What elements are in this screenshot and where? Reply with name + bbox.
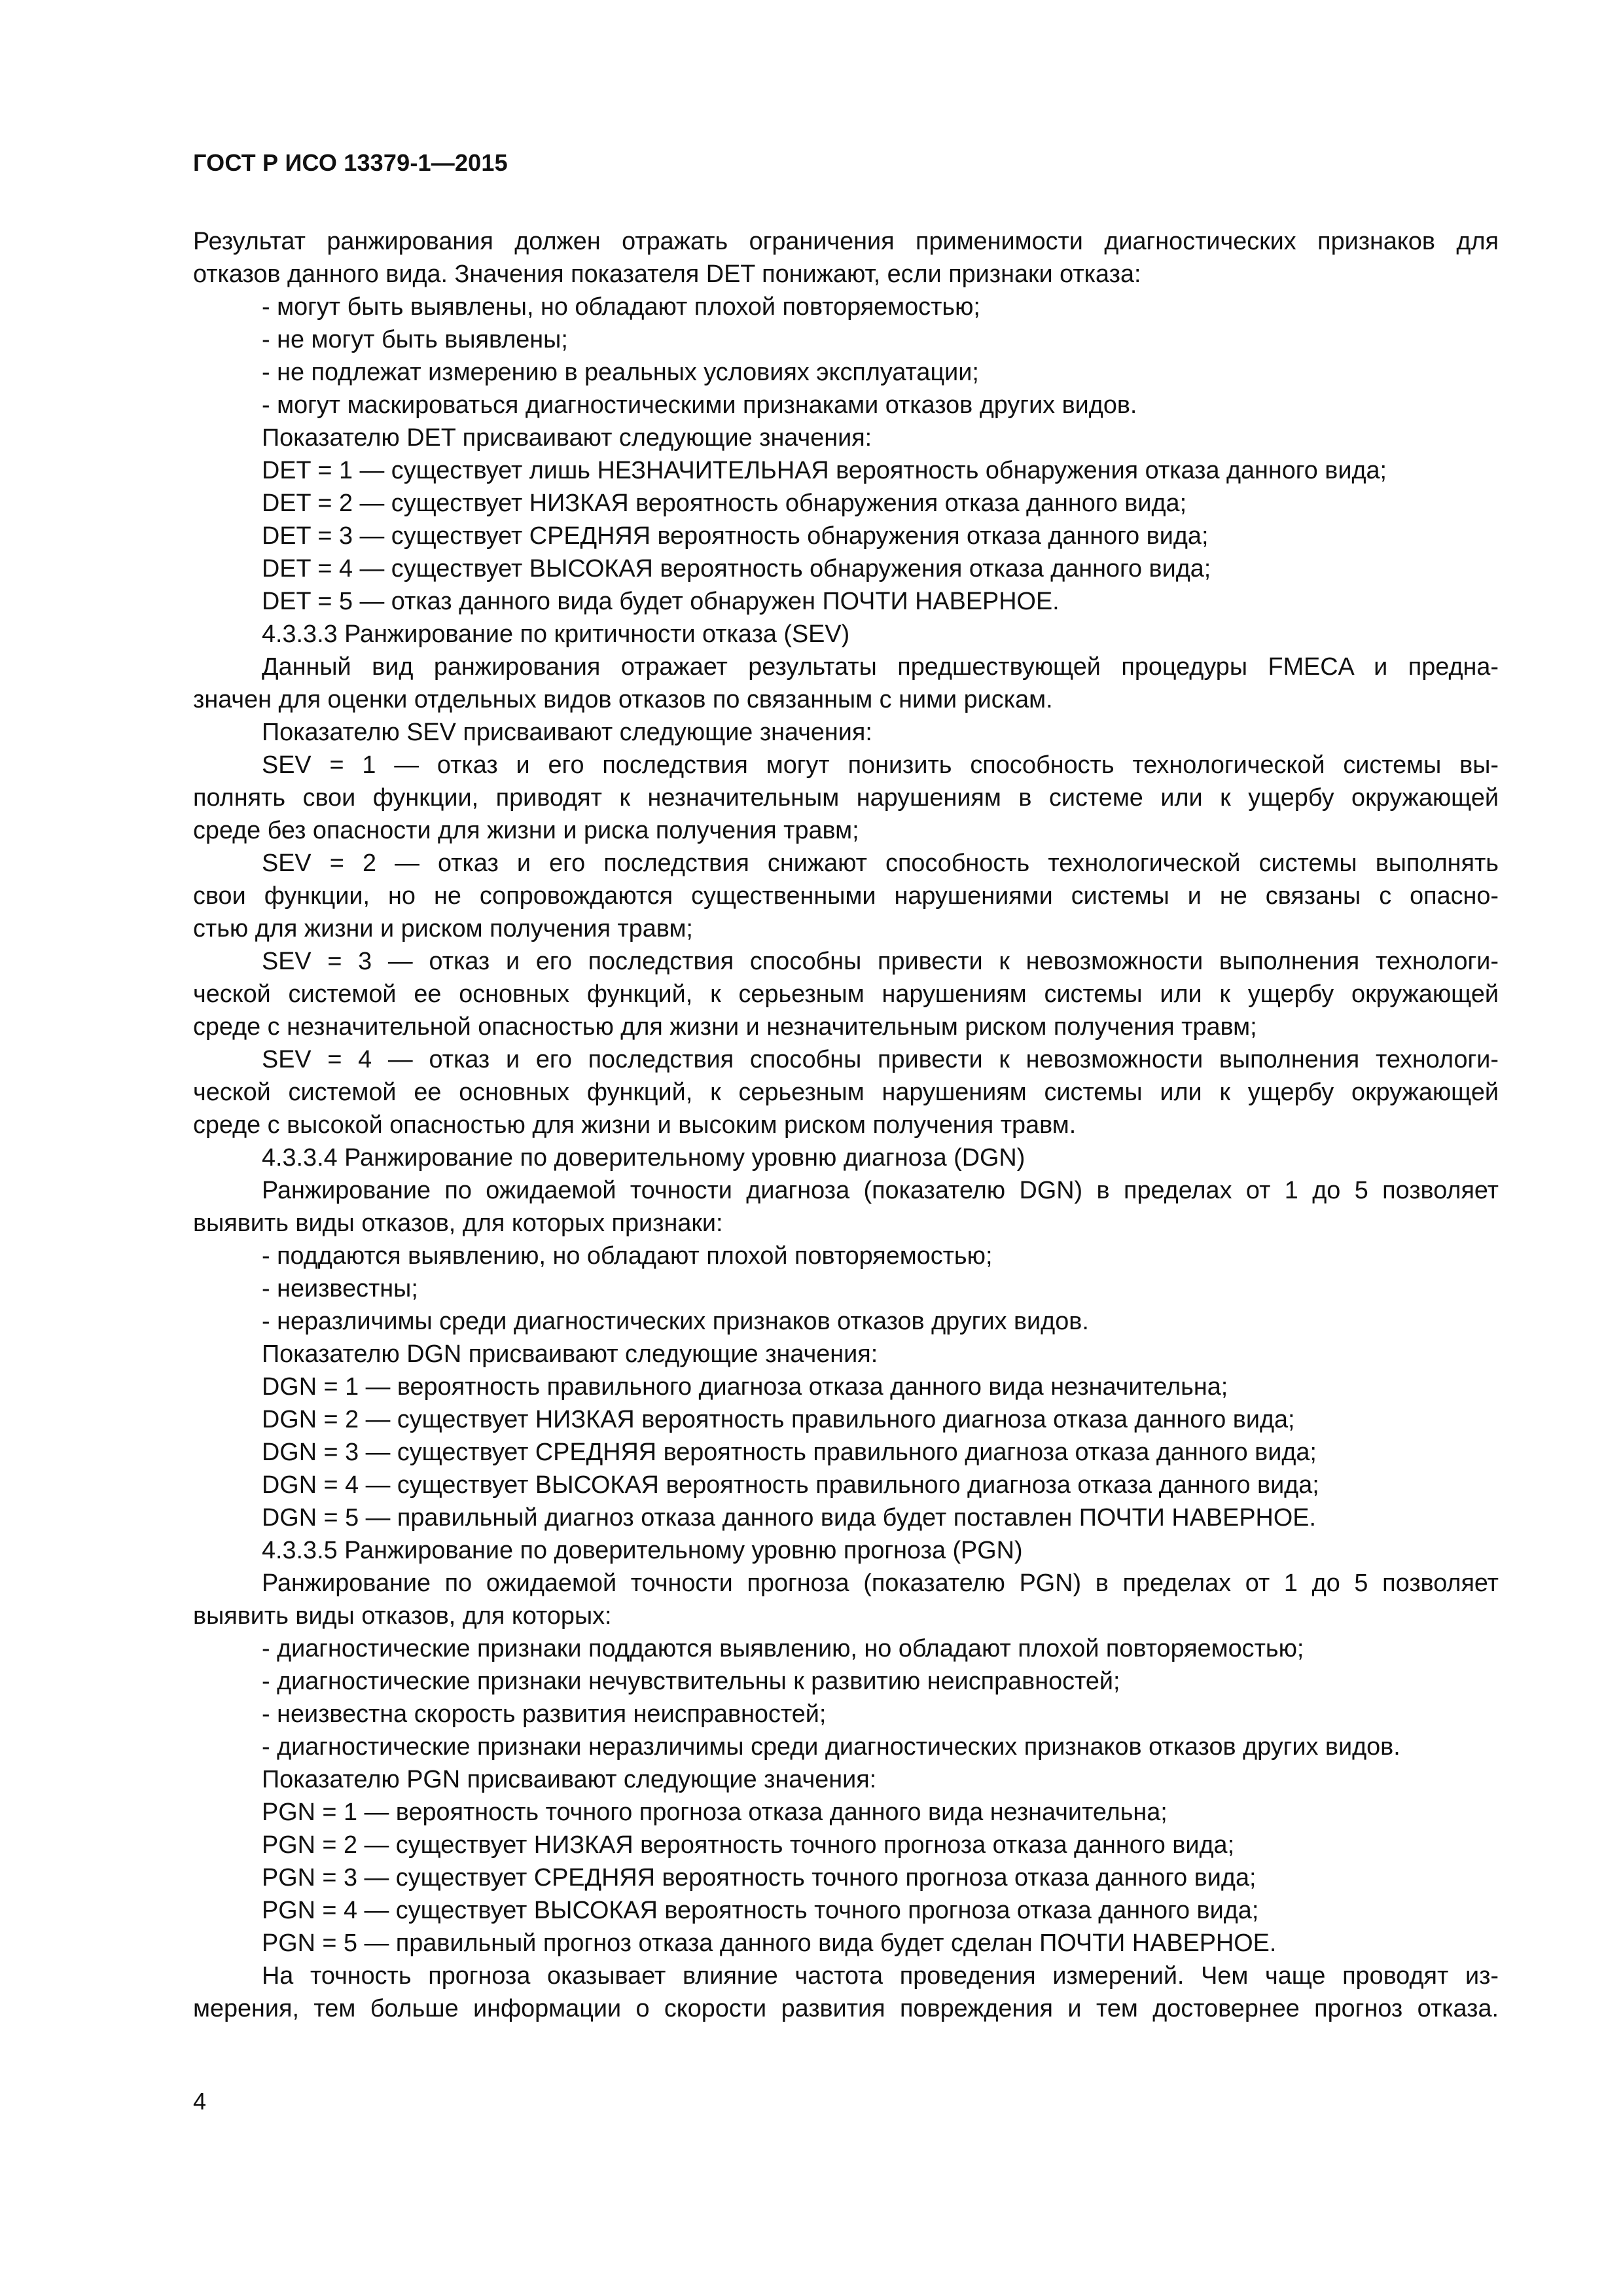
text-line: DGN = 4 — существует ВЫСОКАЯ вероятность правильного диагноза отказа данного вида; (262, 1471, 1319, 1499)
text-line: отказов данного вида. Значения показателя DET понижают, если признаки отказа: (193, 260, 1141, 288)
text-line: - неразличимы среди диагностических признаков отказов других видов. (262, 1308, 1089, 1335)
text-line: DGN = 3 — существует СРЕДНЯЯ вероятность правильного диагноза отказа данного вида; (262, 1439, 1317, 1466)
text-line: На точность прогноза оказывает влияние частота проведения измерений. Чем чаще проводят из- (262, 1962, 1499, 1990)
text-line: - неизвестна скорость развития неисправностей; (262, 1700, 827, 1728)
text-line: 4.3.3.5 Ранжирование по доверительному уровню прогноза (PGN) (262, 1537, 1023, 1564)
body-text (193, 225, 1499, 2025)
text-line: среде с незначительной опасностью для жизни и незначительным риском получения травм; (193, 1013, 1257, 1041)
text-line: DET = 4 — существует ВЫСОКАЯ вероятность обнаружения отказа данного вида; (262, 555, 1211, 583)
text-line: ческой системой ее основных функций, к серьезным нарушениям системы или к ущербу окружающей (193, 980, 1499, 1008)
text-line: PGN = 4 — существует ВЫСОКАЯ вероятность точного прогноза отказа данного вида; (262, 1897, 1259, 1924)
text-line: 4.3.3.4 Ранжирование по доверительному уровню диагноза (DGN) (262, 1144, 1026, 1172)
page-number: 4 (193, 2088, 207, 2115)
text-line: PGN = 5 — правильный прогноз отказа данного вида будет сделан ПОЧТИ НАВЕРНОЕ. (262, 1929, 1277, 1957)
text-line: - поддаются выявлению, но обладают плохой повторяемостью; (262, 1242, 993, 1270)
text-line: DET = 3 — существует СРЕДНЯЯ вероятность обнаружения отказа данного вида; (262, 522, 1209, 550)
text-line: Ранжирование по ожидаемой точности прогноза (показателю PGN) в пределах от 1 до 5 позволяет (262, 1570, 1499, 1597)
text-line: PGN = 2 — существует НИЗКАЯ вероятность точного прогноза отказа данного вида; (262, 1831, 1235, 1859)
text-line: выявить виды отказов, для которых признаки: (193, 1210, 723, 1237)
standard-header: ГОСТ Р ИСО 13379-1—2015 (193, 149, 508, 176)
text-line: - диагностические признаки неразличимы среди диагностических признаков отказов других видов. (262, 1733, 1400, 1761)
text-line: SEV = 1 — отказ и его последствия могут понизить способность технологической системы вы- (262, 751, 1499, 779)
text-line: - могут быть выявлены, но обладают плохой повторяемостью; (262, 293, 980, 321)
text-line: свои функции, но не сопровождаются существенными нарушениями системы и не связаны с опасно- (193, 882, 1499, 910)
text-line: PGN = 1 — вероятность точного прогноза отказа данного вида незначительна; (262, 1799, 1168, 1826)
text-line: Результат ранжирования должен отражать ограничения применимости диагностических признаков для (193, 228, 1499, 255)
text-line: ческой системой ее основных функций, к серьезным нарушениям системы или к ущербу окружающей (193, 1079, 1499, 1106)
text-line: 4.3.3.3 Ранжирование по критичности отказа (SEV) (262, 620, 850, 648)
text-line: SEV = 3 — отказ и его последствия способны привести к невозможности выполнения технологи- (262, 948, 1499, 975)
text-line: Показателю DGN присваивают следующие значения: (262, 1340, 878, 1368)
text-line: Показателю SEV присваивают следующие значения: (262, 719, 872, 746)
text-line: DGN = 2 — существует НИЗКАЯ вероятность правильного диагноза отказа данного вида; (262, 1406, 1295, 1433)
text-line: SEV = 2 — отказ и его последствия снижают способность технологической системы выполнять (262, 850, 1499, 877)
text-line: мерения, тем больше информации о скорости развития повреждения и тем достовернее прогноз отказа. (193, 1995, 1499, 2022)
text-line: выявить виды отказов, для которых: (193, 1602, 612, 1630)
text-line: среде с высокой опасностью для жизни и высоким риском получения травм. (193, 1111, 1077, 1139)
text-line: PGN = 3 — существует СРЕДНЯЯ вероятность точного прогноза отказа данного вида; (262, 1864, 1257, 1892)
text-line: - могут маскироваться диагностическими признаками отказов других видов. (262, 391, 1137, 419)
text-line: стью для жизни и риском получения травм; (193, 915, 693, 942)
text-line: DGN = 5 — правильный диагноз отказа данного вида будет поставлен ПОЧТИ НАВЕРНОЕ. (262, 1504, 1316, 1532)
text-line: - диагностические признаки поддаются выявлению, но обладают плохой повторяемостью; (262, 1635, 1304, 1662)
text-line: Показателю PGN присваивают следующие значения: (262, 1766, 877, 1793)
text-line: среде без опасности для жизни и риска получения травм; (193, 817, 859, 844)
text-line: Ранжирование по ожидаемой точности диагноза (показателю DGN) в пределах от 1 до 5 позволяет (262, 1177, 1499, 1204)
text-line: полнять свои функции, приводят к незначительным нарушениям в системе или к ущербу окружающей (193, 784, 1499, 812)
text-line: DET = 2 — существует НИЗКАЯ вероятность обнаружения отказа данного вида; (262, 490, 1187, 517)
text-line: - неизвестны; (262, 1275, 418, 1302)
text-line: Показателю DET присваивают следующие значения: (262, 424, 872, 452)
text-line: - не могут быть выявлены; (262, 326, 568, 353)
text-line: Данный вид ранжирования отражает результаты предшествующей процедуры FMECA и предна- (262, 653, 1499, 681)
text-line: DET = 5 — отказ данного вида будет обнаружен ПОЧТИ НАВЕРНОЕ. (262, 588, 1060, 615)
text-line: - не подлежат измерению в реальных условиях эксплуатации; (262, 359, 979, 386)
text-line: DGN = 1 — вероятность правильного диагноза отказа данного вида незначительна; (262, 1373, 1228, 1401)
text-line: DET = 1 — существует лишь НЕЗНАЧИТЕЛЬНАЯ вероятность обнаружения отказа данного вида; (262, 457, 1387, 484)
text-line: SEV = 4 — отказ и его последствия способны привести к невозможности выполнения технологи- (262, 1046, 1499, 1073)
text-line: значен для оценки отдельных видов отказов по связанным с ними рискам. (193, 686, 1053, 713)
text-line: - диагностические признаки нечувствительны к развитию неисправностей; (262, 1668, 1120, 1695)
